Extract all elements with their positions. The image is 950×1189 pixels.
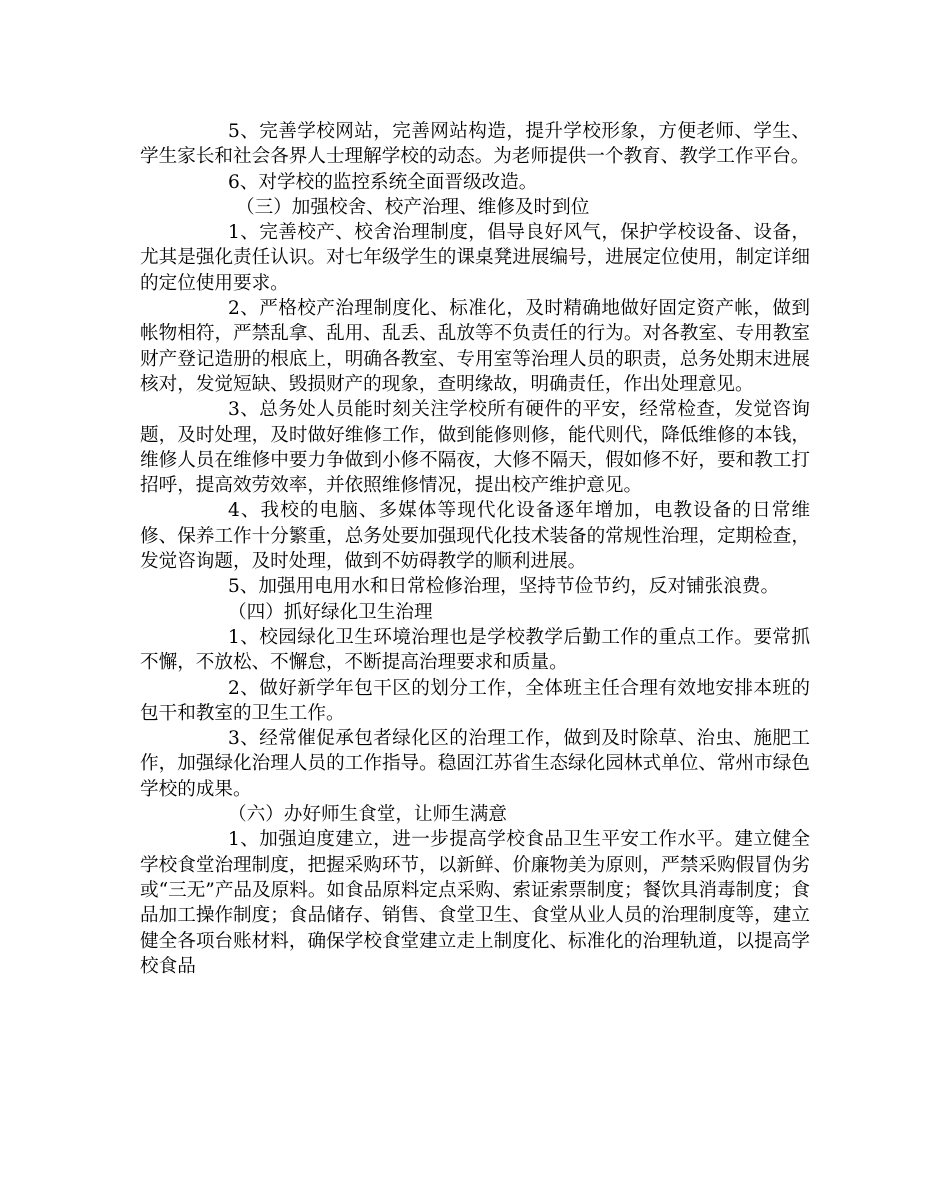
paragraph-canteen: 1、加强迫度建立，进一步提高学校食品卫生平安工作水平。建立健全学校食堂治理制度，把握采购环节，以新鲜、价廉物美为原则，严禁采购假冒伪劣或“三无”产品及原料。如食品原料定点采购、索证索票制度；餐饮具消毒制度；食品加工操作制度；食品储存、销售、食堂卫生、食堂从业人员的治理制度等，建立健全各项台账材料，确保学校食堂建立走上制度化、标准化的治理轨道，以提高学校食品 bbox=[140, 829, 810, 977]
paragraph-greening-management: 3、经常催促承包者绿化区的治理工作，做到及时除草、治虫、施肥工作，加强绿化治理人员的工作指导。稳固江苏省生态绿化园林式单位、常州市绿色学校的成果。 bbox=[140, 728, 810, 800]
paragraph-asset-standard: 2、严格校产治理制度化、标准化，及时精确地做好固定资产帐，做到帐物相符，严禁乱拿、乱用、乱丢、乱放等不负责任的行为。对各教室、专用教室财产登记造册的根底上，明确各教室、专用室等治理人员的职责，总务处期末进展核对，发觉短缺、毁损财产的现象，查明缘故，明确责任，作出处理意见。 bbox=[140, 298, 810, 395]
paragraph-equipment-maintenance: 4、我校的电脑、多媒体等现代化设备逐年增加，电教设备的日常维修、保养工作十分繁重，总务处要加强现代化技术装备的常规性治理，定期检查，发觉咨询题，及时处理，做到不妨碍教学的顺利进展。 bbox=[140, 500, 810, 573]
document-body bbox=[140, 119, 810, 979]
section-heading-four: （四）抓好绿化卫生治理 bbox=[228, 601, 433, 623]
paragraph-website: 5、完善学校网站，完善网站构造，提升学校形象，方便老师、学生、学生家长和社会各界人士理解学校的动态。为老师提供一个教育、教学工作平台。 bbox=[140, 121, 810, 168]
paragraph-monitoring: 6、对学校的监控系统全面晋级改造。 bbox=[228, 171, 538, 193]
section-heading-six: （六）办好师生食堂，让师生满意 bbox=[228, 804, 507, 826]
paragraph-greening-hygiene: 1、校园绿化卫生环境治理也是学校教学后勤工作的重点工作。要常抓不懈，不放松、不懈怠，不断提高治理要求和质量。 bbox=[140, 626, 810, 674]
paragraph-asset-system: 1、完善校产、校舍治理制度，倡导良好风气，保护学校设备、设备，尤其是强化责任认识。对七年级学生的课桌凳进展编号，进展定位使用，制定详细的定位使用要求。 bbox=[140, 222, 810, 294]
paragraph-hardware-safety: 3、总务处人员能时刻关注学校所有硬件的平安，经常检查，发觉咨询题，及时处理，及时做好维修工作，做到能修则修，能代则代，降低维修的本钱，维修人员在维修中要力争做到小修不隔夜，大修不隔天，假如修不好，要和教工打招呼，提高效劳效率，并依照维修情况，提出校产维护意见。 bbox=[140, 399, 810, 497]
paragraph-cleaning-areas: 2、做好新学年包干区的划分工作，全体班主任合理有效地安排本班的包干和教室的卫生工作。 bbox=[140, 677, 810, 724]
section-heading-three: （三）加强校舍、校产治理、维修及时到位 bbox=[236, 196, 590, 218]
paragraph-utilities: 5、加强用电用水和日常检修治理，坚持节俭节约，反对铺张浪费。 bbox=[228, 576, 780, 598]
